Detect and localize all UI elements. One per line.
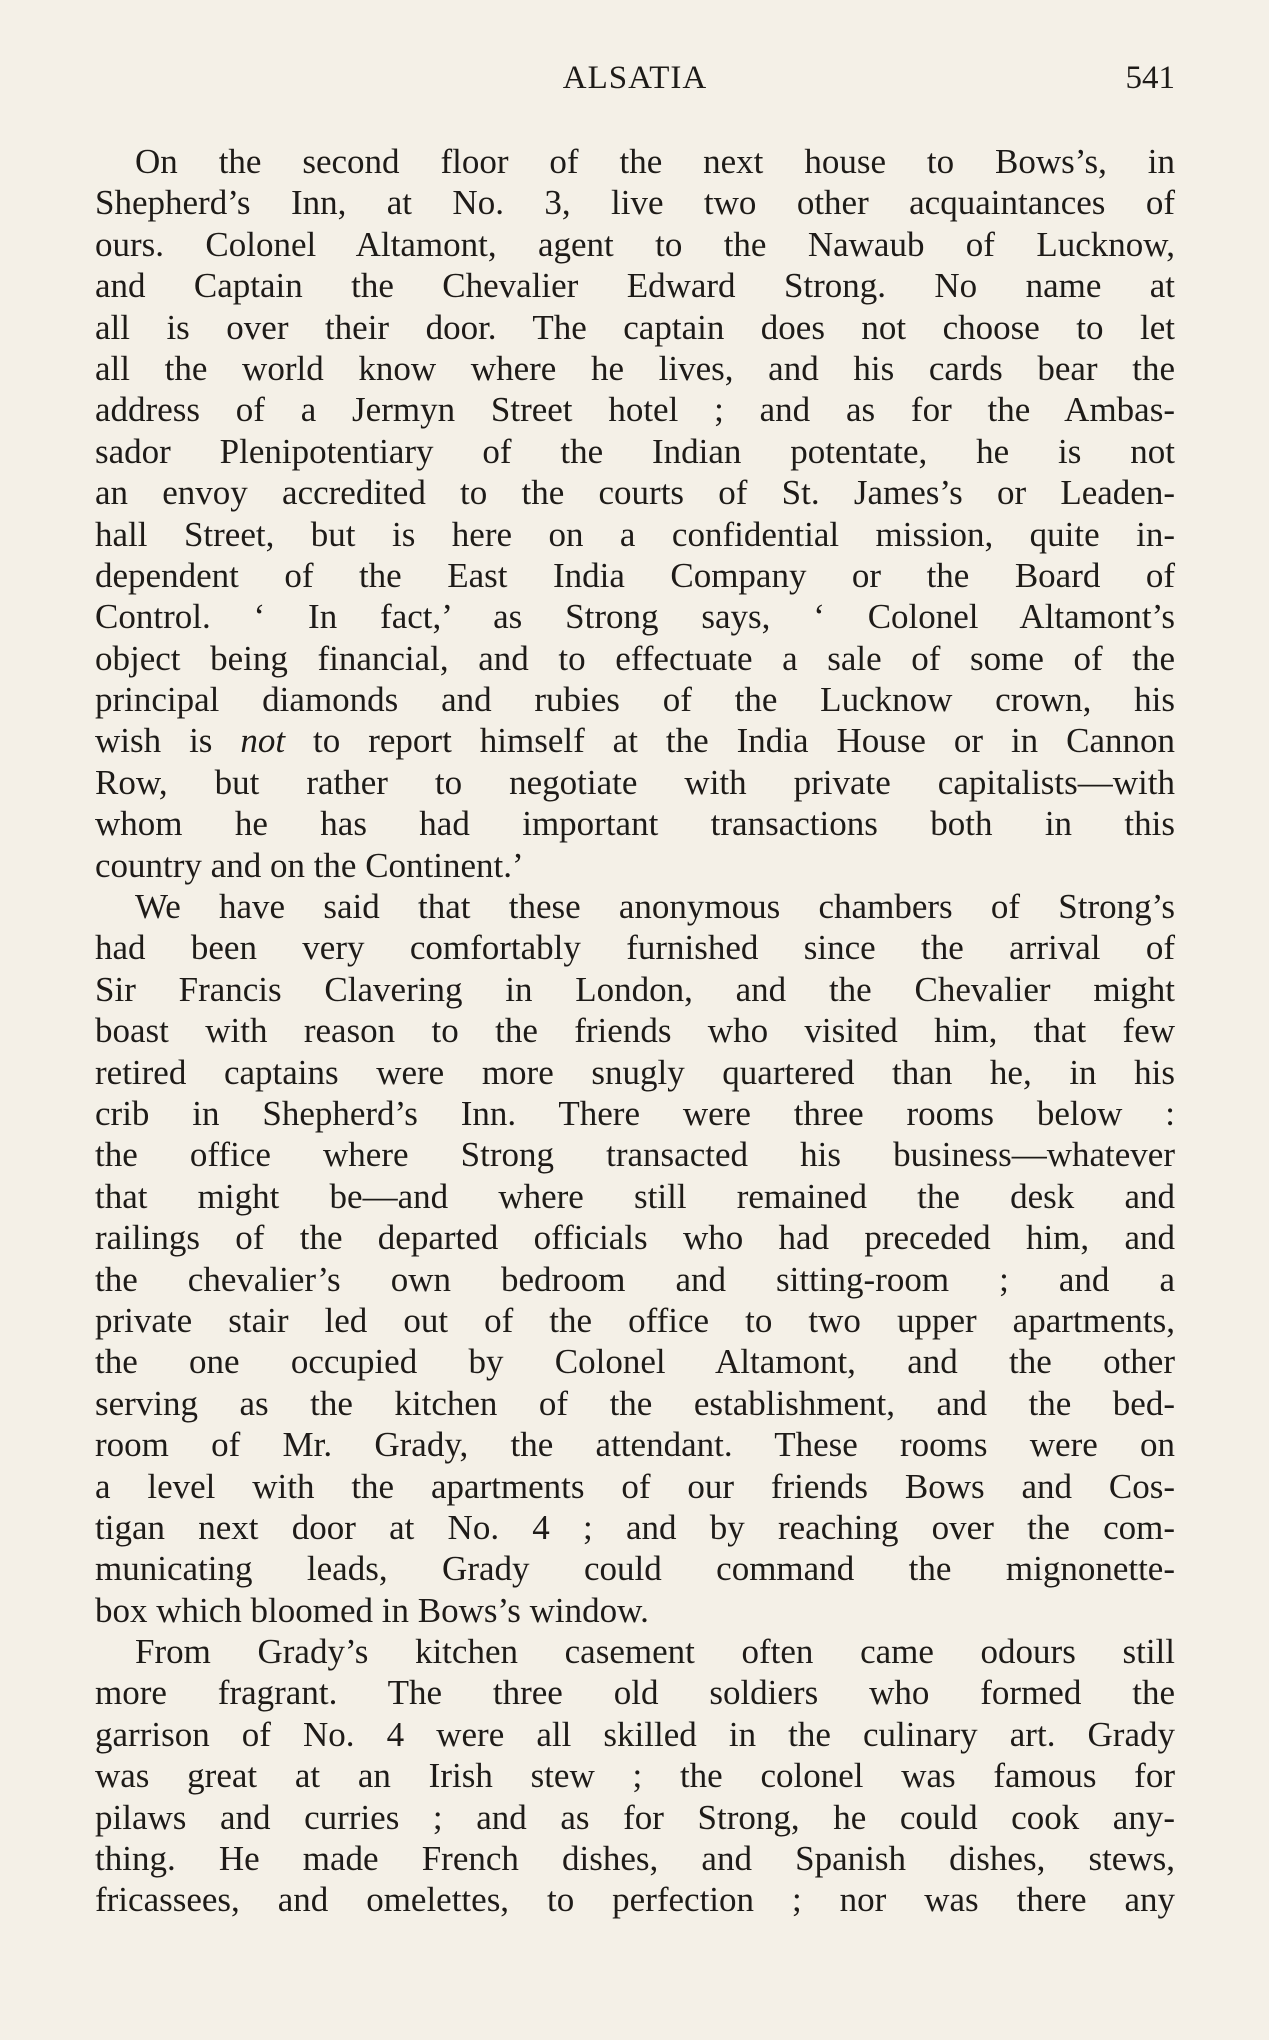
text-line: retired captains were more snugly quartered than he, in his (95, 1052, 1175, 1092)
text-line: Shepherd’s Inn, at No. 3, live two other acquaintances of (95, 183, 1175, 223)
text-line: country and on the Continent.’ (95, 845, 524, 885)
text-line: fricassees, and omelettes, to perfection ; nor was there any (95, 1880, 1175, 1920)
text-line: more fragrant. The three old soldiers who formed the (95, 1673, 1175, 1713)
text-line: garrison of No. 4 were all skilled in the culinary art. Grady (95, 1714, 1175, 1754)
text-line: principal diamonds and rubies of the Lucknow crown, his (95, 680, 1175, 720)
text-line: private stair led out of the office to two upper apartments, (95, 1300, 1175, 1340)
text-line: was great at an Irish stew ; the colonel was famous for (95, 1756, 1175, 1796)
text-line: box which bloomed in Bows’s window. (95, 1590, 649, 1630)
text-line: the one occupied by Colonel Altamont, and the other (95, 1342, 1175, 1382)
text-line: dependent of the East India Company or the Board of (95, 555, 1175, 595)
text-line: the office where Strong transacted his business—whatever (95, 1135, 1175, 1175)
running-head (95, 60, 1175, 110)
text-line: pilaws and curries ; and as for Strong, he could cook any- (95, 1797, 1175, 1837)
running-title: ALSATIA (562, 60, 708, 96)
text-line: whom he has had important transactions both in this (95, 804, 1175, 844)
body-text (95, 141, 1175, 1921)
text-line: a level with the apartments of our friends Bows and Cos- (95, 1466, 1175, 1506)
text-line: Row, but rather to negotiate with private capitalists—with (95, 762, 1175, 802)
text-segment: wish is (95, 721, 241, 761)
text-segment: to report himself at the India House or in Cannon (285, 721, 1175, 761)
text-line: all the world know where he lives, and his cards bear the (95, 348, 1175, 388)
text-line: From Grady’s kitchen casement often came odours still (135, 1632, 1175, 1672)
text-line: boast with reason to the friends who visited him, that few (95, 1011, 1175, 1051)
text-line: hall Street, but is here on a confidential mission, quite in- (95, 514, 1175, 554)
text-line: ours. Colonel Altamont, agent to the Nawaub of Lucknow, (95, 224, 1175, 264)
text-line: room of Mr. Grady, the attendant. These rooms were on (95, 1425, 1175, 1465)
text-line: sador Plenipotentiary of the Indian potentate, he is not (95, 431, 1175, 471)
text-line: all is over their door. The captain does not choose to let (95, 307, 1175, 347)
text-line: an envoy accredited to the courts of St. James’s or Leaden- (95, 473, 1175, 513)
text-line (95, 720, 1175, 761)
text-line: municating leads, Grady could command the mignonette- (95, 1549, 1175, 1589)
text-line: thing. He made French dishes, and Spanish dishes, stews, (95, 1839, 1175, 1879)
text-line: the chevalier’s own bedroom and sitting-room ; and a (95, 1259, 1175, 1299)
text-line: We have said that these anonymous chambers of Strong’s (135, 887, 1175, 927)
text-line: tigan next door at No. 4 ; and by reaching over the com- (95, 1507, 1175, 1547)
emphasized-word: not (240, 721, 286, 761)
text-line: that might be—and where still remained the desk and (95, 1176, 1175, 1216)
text-line: and Captain the Chevalier Edward Strong. No name at (95, 266, 1175, 306)
text-line: Sir Francis Clavering in London, and the Chevalier might (95, 969, 1175, 1009)
text-line: On the second floor of the next house to Bows’s, in (135, 142, 1175, 181)
text-line: crib in Shepherd’s Inn. There were three rooms below : (95, 1093, 1175, 1133)
text-line: object being financial, and to effectuate a sale of some of the (95, 638, 1175, 678)
page-number: 541 (1125, 60, 1175, 96)
text-line: had been very comfortably furnished since the arrival of (95, 928, 1175, 968)
text-line: serving as the kitchen of the establishment, and the bed- (95, 1383, 1175, 1423)
text-line: address of a Jermyn Street hotel ; and as for the Ambas- (95, 390, 1175, 430)
text-line: railings of the departed officials who had preceded him, and (95, 1218, 1175, 1258)
text-line: Control. ‘ In fact,’ as Strong says, ‘ Colonel Altamont’s (95, 597, 1175, 637)
